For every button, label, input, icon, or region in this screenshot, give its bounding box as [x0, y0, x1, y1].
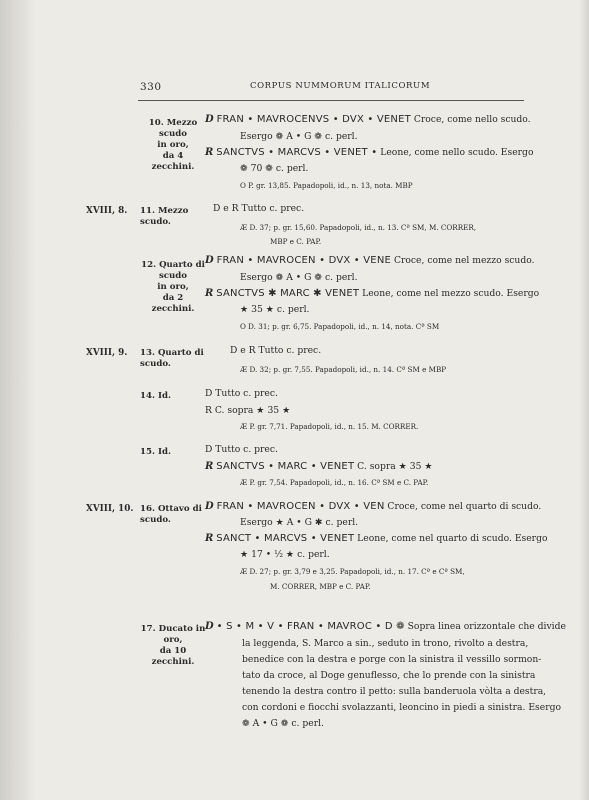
entry-label: 16. Ottavo di scudo. [140, 504, 202, 525]
specimen-line: O D. 31; p. gr. 6,75. Papadopoli, id., n. 14, nota. Cª SM [240, 322, 440, 331]
specimen-line: O P. gr. 13,85. Papadopoli, id., n. 13, nota. MBP [240, 181, 413, 190]
obverse-legend: • S • M • V • FRAN • MAVROC • D ❁ [216, 621, 405, 632]
entry-label: 10. Mezzo scudo in oro, da 4 zecchini. [148, 118, 198, 172]
coin-description: la leggenda, S. Marco a sin., seduto in trono, rivolto a destra, benedice con la destra e porge con la sinistra il vessillo sormon- tato da croce, al Doge genuflesso, che lo prende con la sinistra tenendo la destra contro il petto: sulla banderuola vòlta a destra, con cordoni e fiocchi svolazzanti, leoncino in piedi a sinistra. Esergo ❁ A • G ❁ c. perl. [242, 638, 561, 729]
exergue-line: Esergo ❁ A • G ❁ c. perl. [240, 272, 358, 283]
entry-label: 13. Quarto di scudo. [140, 348, 204, 369]
specimen-line: Æ P. gr. 7,54. Papadopoli, id., n. 16. Cª SM e C. PAP. [240, 478, 429, 487]
page-right-edge [579, 0, 589, 800]
obverse-line: D Tutto c. prec. [205, 444, 278, 455]
specimen-line: Æ D. 37; p. gr. 15,60. Papadopoli, id., n. 13. Cª SM, M. CORRER, [240, 223, 477, 232]
obverse-line: D FRAN • MAVROCEN • DVX • VEN Croce, come nel quarto di scudo. [205, 501, 542, 512]
obverse-legend: FRAN • MAVROCEN • DVX • VEN [216, 501, 385, 512]
reverse-line: R SANCTVS ✱ MARC ✱ VENET Leone, come nel mezzo scudo. Esergo [205, 288, 540, 299]
obverse-line: D FRAN • MAVROCENVS • DVX • VENET Croce, come nello scudo. [205, 114, 531, 125]
running-title: CORPUS NUMMORUM ITALICORUM [250, 81, 431, 91]
entry-label: 14. Id. [140, 391, 171, 401]
exergue-line: ★ 17 • ½ ★ c. perl. [240, 549, 330, 560]
exergue-line: ❁ 70 ❁ c. perl. [240, 163, 309, 174]
reverse-legend: SANCT • MARCVS • VENET [216, 533, 355, 544]
obverse-line: D Tutto c. prec. [205, 388, 278, 399]
plate-reference: XVIII, 10. [86, 504, 134, 514]
specimen-line: Æ D. 27; p. gr. 3,79 e 3,25. Papadopoli, id., n. 17. Cª e Cª SM, [240, 567, 465, 576]
reverse-legend: SANCTVS • MARC • VENET [216, 461, 355, 472]
specimen-line: MBP e C. PAP. [270, 237, 322, 246]
obverse-legend: FRAN • MAVROCEN • DVX • VENE [216, 255, 392, 266]
exergue-line: Esergo ❁ A • G ❁ c. perl. [240, 131, 358, 142]
entry-label: 15. Id. [140, 447, 171, 457]
entry-label: 11. Mezzo scudo. [140, 206, 189, 227]
specimen-line: M. CORRER, MBP e C. PAP. [270, 582, 371, 591]
reverse-legend: SANCTVS • MARCVS • VENET • [216, 147, 378, 158]
specimen-line: Æ P. gr. 7,71. Papadopoli, id., n. 15. M. CORRER. [240, 422, 419, 431]
specimen-line: Æ D. 32; p. gr. 7,55. Papadopoli, id., n. 14. Cª SM e MBP [240, 365, 447, 374]
page-number: 330 [140, 81, 162, 93]
obverse-reverse-line: D e R Tutto c. prec. [230, 345, 322, 356]
header-rule [138, 100, 524, 101]
exergue-line: ★ 35 ★ c. perl. [240, 304, 310, 315]
reverse-line: R SANCTVS • MARC • VENET C. sopra ★ 35 ★ [205, 461, 433, 472]
plate-reference: XVIII, 9. [86, 348, 128, 358]
reverse-legend: SANCTVS ✱ MARC ✱ VENET [216, 288, 360, 299]
reverse-line: R SANCTVS • MARCVS • VENET • Leone, come nello scudo. Esergo [205, 147, 534, 158]
obverse-line: D FRAN • MAVROCEN • DVX • VENE Croce, come nel mezzo scudo. [205, 255, 535, 266]
plate-reference: XVIII, 8. [86, 206, 128, 216]
exergue-line: Esergo ★ A • G ✱ c. perl. [240, 517, 359, 528]
obverse-line: D • S • M • V • FRAN • MAVROC • D ❁ Sopra linea orizzontale che divide [205, 621, 566, 632]
obverse-legend: FRAN • MAVROCENVS • DVX • VENET [216, 114, 411, 125]
reverse-line: R SANCT • MARCVS • VENET Leone, come nel quarto di scudo. Esergo [205, 533, 548, 544]
page-binding-shadow [0, 0, 36, 800]
entry-label: 17. Ducato in oro, da 10 zecchini. [140, 624, 206, 667]
obverse-reverse-line: D e R Tutto c. prec. [213, 203, 305, 214]
reverse-line: R C. sopra ★ 35 ★ [205, 405, 291, 416]
entry-label: 12. Quarto di scudo in oro, da 2 zecchini. [141, 260, 205, 314]
